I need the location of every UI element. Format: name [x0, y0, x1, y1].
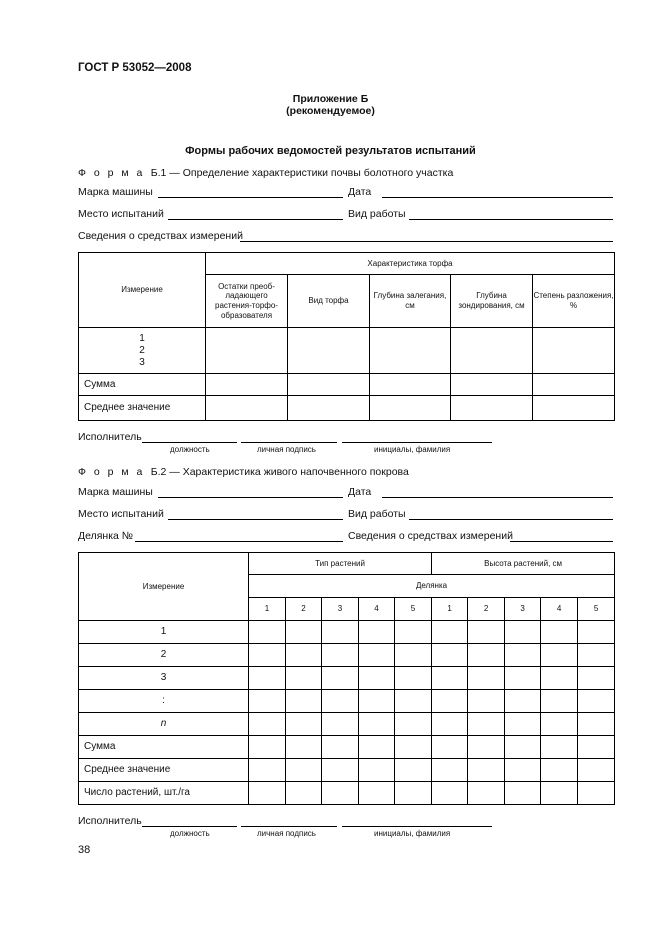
form1-cell[interactable] [288, 396, 370, 421]
form2-row-label: : [79, 690, 249, 713]
form1-col-decomposition: Степень разложения, % [533, 275, 615, 328]
form2-cell[interactable] [468, 736, 505, 759]
form2-date-field[interactable] [382, 497, 613, 498]
form2-title-text: Б.2 — Характеристика живого напочвенного покрова [150, 466, 409, 478]
form2-cell[interactable] [541, 713, 578, 736]
form1-row-number: 2 [139, 344, 145, 356]
form2-cell[interactable] [505, 782, 541, 805]
form2-initials-field[interactable] [342, 826, 492, 827]
page-title: Формы рабочих ведомостей результатов испытаний [185, 145, 476, 157]
form2-cell[interactable] [286, 621, 322, 644]
form1-cell[interactable] [370, 328, 451, 374]
form1-cell[interactable] [451, 374, 533, 396]
form2-subcol: 1 [432, 598, 468, 621]
form2-cell[interactable] [505, 667, 541, 690]
form2-cell[interactable] [322, 759, 359, 782]
form2-cell[interactable] [505, 759, 541, 782]
form1-instruments-field[interactable] [240, 241, 613, 242]
form2-cell[interactable] [432, 782, 468, 805]
form2-cell[interactable] [286, 644, 322, 667]
form1-cell[interactable] [370, 374, 451, 396]
form2-cell[interactable] [505, 713, 541, 736]
table-row [79, 621, 615, 644]
form2-date-label: Дата [348, 486, 372, 498]
form2-subcol: 3 [322, 598, 359, 621]
form1-position-field[interactable] [142, 442, 237, 443]
form1-col-depth: Глубина залегания, см [370, 275, 451, 328]
form1-date-field[interactable] [382, 197, 613, 198]
table-row [79, 690, 615, 713]
form1-cell[interactable] [533, 396, 615, 421]
form2-cell[interactable] [505, 621, 541, 644]
form2-cell[interactable] [359, 736, 395, 759]
form2-cell[interactable] [395, 713, 432, 736]
form2-cell[interactable] [468, 782, 505, 805]
form2-cell[interactable] [249, 690, 286, 713]
form2-row-label: n [79, 713, 249, 736]
form2-cell[interactable] [249, 782, 286, 805]
form2-instruments-label: Сведения о средствах измерений [348, 530, 513, 542]
form2-subcol: 1 [249, 598, 286, 621]
table-row [79, 736, 615, 759]
form2-title [78, 466, 409, 478]
form2-cell[interactable] [505, 736, 541, 759]
form2-cell[interactable] [432, 736, 468, 759]
form2-machine-field[interactable] [158, 497, 343, 498]
form2-cell[interactable] [578, 690, 615, 713]
form2-cell[interactable] [468, 667, 505, 690]
form2-cell[interactable] [395, 690, 432, 713]
form2-machine-label: Марка машины [78, 486, 153, 498]
form1-cell[interactable] [451, 328, 533, 374]
form2-cell[interactable] [322, 667, 359, 690]
form2-cell[interactable] [322, 690, 359, 713]
form1-signature-caption: личная подпись [257, 445, 316, 454]
form2-col-plant-height: Высота растений, см [432, 553, 615, 575]
form2-cell[interactable] [505, 644, 541, 667]
form2-subcol: 5 [395, 598, 432, 621]
form2-place-label: Место испытаний [78, 508, 164, 520]
form2-cell[interactable] [359, 782, 395, 805]
form2-cell[interactable] [432, 713, 468, 736]
form2-cell[interactable] [578, 782, 615, 805]
form2-work-label: Вид работы [348, 508, 406, 520]
form1-row-number: 1 [139, 332, 145, 344]
form2-subcol: 2 [468, 598, 505, 621]
form2-col-plant-type: Тип растений [249, 553, 432, 575]
form1-table [78, 252, 615, 421]
form2-cell[interactable] [249, 759, 286, 782]
form1-machine-field[interactable] [158, 197, 343, 198]
form2-cell[interactable] [249, 736, 286, 759]
form2-cell[interactable] [359, 621, 395, 644]
form1-cell[interactable] [206, 396, 288, 421]
form2-cell[interactable] [468, 713, 505, 736]
form1-col-probe-depth: Глубина зондирования, см [451, 275, 533, 328]
form1-initials-field[interactable] [342, 442, 492, 443]
form2-cell[interactable] [322, 782, 359, 805]
form2-cell[interactable] [359, 644, 395, 667]
table-row [79, 713, 615, 736]
form2-cell[interactable] [432, 759, 468, 782]
document-standard-number: ГОСТ Р 53052—2008 [78, 62, 192, 74]
form2-plot-label: Делянка № [78, 530, 134, 542]
form2-position-field[interactable] [142, 826, 237, 827]
form1-row-numbers [79, 328, 206, 374]
form1-cell[interactable] [533, 374, 615, 396]
form2-work-field[interactable] [409, 519, 613, 520]
form1-cell[interactable] [533, 328, 615, 374]
form1-initials-caption: инициалы, фамилия [374, 445, 451, 454]
form2-cell[interactable] [286, 782, 322, 805]
form1-title [78, 167, 453, 179]
form2-signature-caption: личная подпись [257, 829, 316, 838]
form2-cell[interactable] [578, 759, 615, 782]
form2-cell[interactable] [578, 713, 615, 736]
form2-cell[interactable] [249, 667, 286, 690]
form2-cell[interactable] [395, 644, 432, 667]
form2-label: Ф о р м а [78, 466, 145, 478]
form2-col-plot: Делянка [249, 575, 615, 598]
form2-cell[interactable] [541, 667, 578, 690]
form2-cell[interactable] [578, 644, 615, 667]
form1-label: Ф о р м а [78, 167, 145, 179]
form2-position-caption: должность [170, 829, 210, 838]
form2-cell[interactable] [322, 713, 359, 736]
form2-cell[interactable] [395, 667, 432, 690]
form2-cell[interactable] [359, 667, 395, 690]
form1-place-field[interactable] [168, 219, 343, 220]
form2-instruments-field[interactable] [510, 541, 613, 542]
form2-cell[interactable] [286, 690, 322, 713]
table-row [79, 667, 615, 690]
form2-row-label: 1 [79, 621, 249, 644]
form2-cell[interactable] [541, 690, 578, 713]
table-row [79, 644, 615, 667]
form1-work-label: Вид работы [348, 208, 406, 220]
form2-cell[interactable] [395, 621, 432, 644]
form2-cell[interactable] [249, 713, 286, 736]
form1-cell[interactable] [206, 328, 288, 374]
form1-row-sum: Сумма [79, 374, 206, 396]
form2-row-label: 3 [79, 667, 249, 690]
table-row [79, 782, 615, 805]
form2-cell[interactable] [468, 759, 505, 782]
form2-subcol: 5 [578, 598, 615, 621]
form2-cell[interactable] [541, 782, 578, 805]
form2-subcol: 2 [286, 598, 322, 621]
form2-subcol: 4 [541, 598, 578, 621]
form1-group-header: Характеристика торфа [206, 253, 615, 275]
form2-cell[interactable] [541, 759, 578, 782]
form2-cell[interactable] [468, 690, 505, 713]
appendix-subtitle: (рекомендуемое) [286, 105, 375, 117]
form2-cell[interactable] [359, 690, 395, 713]
form2-cell[interactable] [432, 644, 468, 667]
form2-cell[interactable] [322, 621, 359, 644]
form1-instruments-label: Сведения о средствах измерений [78, 230, 243, 242]
form2-place-field[interactable] [168, 519, 343, 520]
form1-col-residues: Остатки преоб-ладающего растения-торфо-образователя [206, 275, 288, 328]
form2-row-sum: Сумма [79, 736, 249, 759]
form2-cell[interactable] [249, 644, 286, 667]
form1-col-peat-type: Вид торфа [288, 275, 370, 328]
form2-row-average: Среднее значение [79, 759, 249, 782]
form2-cell[interactable] [468, 621, 505, 644]
form1-col-measure: Измерение [79, 253, 206, 328]
form2-cell[interactable] [322, 644, 359, 667]
form2-cell[interactable] [286, 713, 322, 736]
form1-position-caption: должность [170, 445, 210, 454]
form1-machine-label: Марка машины [78, 186, 153, 198]
form2-cell[interactable] [505, 690, 541, 713]
form2-row-count: Число растений, шт./га [79, 782, 249, 805]
form2-cell[interactable] [432, 621, 468, 644]
form1-signature-field[interactable] [241, 442, 337, 443]
form1-cell[interactable] [288, 374, 370, 396]
form2-cell[interactable] [395, 736, 432, 759]
form1-row-average: Среднее значение [79, 396, 206, 421]
form2-cell[interactable] [286, 759, 322, 782]
form2-initials-caption: инициалы, фамилия [374, 829, 451, 838]
form1-work-field[interactable] [409, 219, 613, 220]
form2-subcol: 3 [505, 598, 541, 621]
form2-cell[interactable] [578, 667, 615, 690]
form2-cell[interactable] [432, 690, 468, 713]
table-row [79, 759, 615, 782]
form1-date-label: Дата [348, 186, 372, 198]
form2-cell[interactable] [578, 736, 615, 759]
form1-cell[interactable] [206, 374, 288, 396]
form2-cell[interactable] [249, 621, 286, 644]
form2-cell[interactable] [395, 759, 432, 782]
form1-place-label: Место испытаний [78, 208, 164, 220]
form2-row-label: 2 [79, 644, 249, 667]
form2-table [78, 552, 615, 805]
form2-cell[interactable] [359, 713, 395, 736]
form1-title-text: Б.1 — Определение характеристики почвы болотного участка [150, 167, 454, 179]
form2-col-measure: Измерение [79, 553, 249, 621]
form1-row-number: 3 [139, 356, 145, 368]
form2-cell[interactable] [541, 644, 578, 667]
form2-cell[interactable] [286, 667, 322, 690]
form2-cell[interactable] [322, 736, 359, 759]
form2-cell[interactable] [541, 736, 578, 759]
form2-cell[interactable] [541, 621, 578, 644]
form2-cell[interactable] [395, 782, 432, 805]
form2-signature-field[interactable] [241, 826, 337, 827]
form1-cell[interactable] [370, 396, 451, 421]
page-number: 38 [78, 844, 91, 856]
form1-executor-label: Исполнитель [78, 431, 142, 443]
form2-executor-label: Исполнитель [78, 815, 142, 827]
form1-cell[interactable] [451, 396, 533, 421]
form2-plot-field[interactable] [135, 541, 343, 542]
appendix-title: Приложение Б [292, 93, 369, 105]
form2-cell[interactable] [359, 759, 395, 782]
form2-cell[interactable] [432, 667, 468, 690]
form2-cell[interactable] [468, 644, 505, 667]
form1-cell[interactable] [288, 328, 370, 374]
form2-cell[interactable] [578, 621, 615, 644]
form2-cell[interactable] [286, 736, 322, 759]
form2-subcol: 4 [359, 598, 395, 621]
